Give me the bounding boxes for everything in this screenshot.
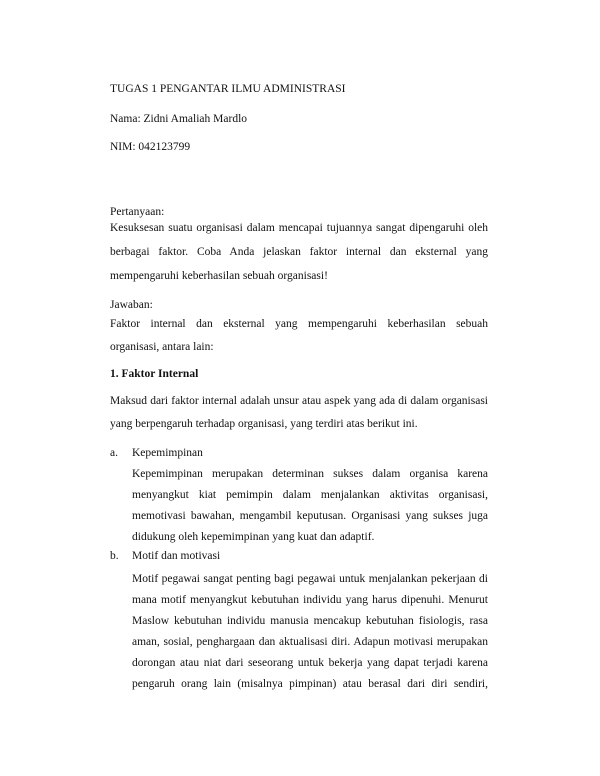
question-heading: Pertanyaan: xyxy=(110,206,165,218)
student-name: Nama: Zidni Amaliah Mardlo xyxy=(110,113,248,125)
student-nim: NIM: 042123799 xyxy=(110,141,191,153)
answer-heading: Jawaban: xyxy=(110,299,153,311)
list-item-line: aman, sosial, penghargaan dan aktualisasi diri. Adapun motivasi merupakan xyxy=(132,636,488,648)
document-title: TUGAS 1 PENGANTAR ILMU ADMINISTRASI xyxy=(110,83,346,95)
list-item-line: menyangkut kiat pemimpin dalam menjalankan aktivitas organisasi, xyxy=(132,489,488,501)
section-line: yang berpengaruh terhadap organisasi, yang terdiri atas berikut ini. xyxy=(110,418,418,430)
list-item-title: Kepemimpinan xyxy=(132,447,203,459)
answer-intro-line: Faktor internal dan eksternal yang mempengaruhi keberhasilan sebuah xyxy=(110,318,488,330)
list-marker: b. xyxy=(110,550,119,562)
section-title: 1. Faktor Internal xyxy=(110,368,199,380)
list-item-line: didukung oleh kepemimpinan yang kuat dan adaptif. xyxy=(132,531,375,543)
list-item-line: Maslow kebutuhan individu manusia mencakup kebutuhan fisiologis, rasa xyxy=(132,615,488,627)
question-line: Kesuksesan suatu organisasi dalam mencapai tujuannya sangat dipengaruhi oleh xyxy=(110,222,488,234)
list-item-line: Kepemimpinan merupakan determinan sukses dalam organisa karena xyxy=(132,468,488,480)
list-item-line: dorongan atau niat dari seseorang untuk bekerja yang dapat terjadi karena xyxy=(132,657,488,669)
list-item-line: pengaruh orang lain (misalnya pimpinan) atau berasal dari diri sendiri, xyxy=(132,678,488,690)
list-marker: a. xyxy=(110,447,118,459)
list-item-line: memotivasi bawahan, mengambil keputusan. Organisasi yang sukses juga xyxy=(132,510,488,522)
list-item-line: mana motif menyangkut kebutuhan individu yang harus dipenuhi. Menurut xyxy=(132,594,488,606)
question-line: mempengaruhi keberhasilan sebuah organisasi! xyxy=(110,270,328,282)
section-line: Maksud dari faktor internal adalah unsur atau aspek yang ada di dalam organisasi xyxy=(110,395,488,407)
answer-intro-line: organisasi, antara lain: xyxy=(110,341,214,353)
question-line: berbagai faktor. Coba Anda jelaskan faktor internal dan eksternal yang xyxy=(110,246,488,258)
list-item-title: Motif dan motivasi xyxy=(132,550,221,562)
list-item-line: Motif pegawai sangat penting bagi pegawai untuk menjalankan pekerjaan di xyxy=(132,573,488,585)
